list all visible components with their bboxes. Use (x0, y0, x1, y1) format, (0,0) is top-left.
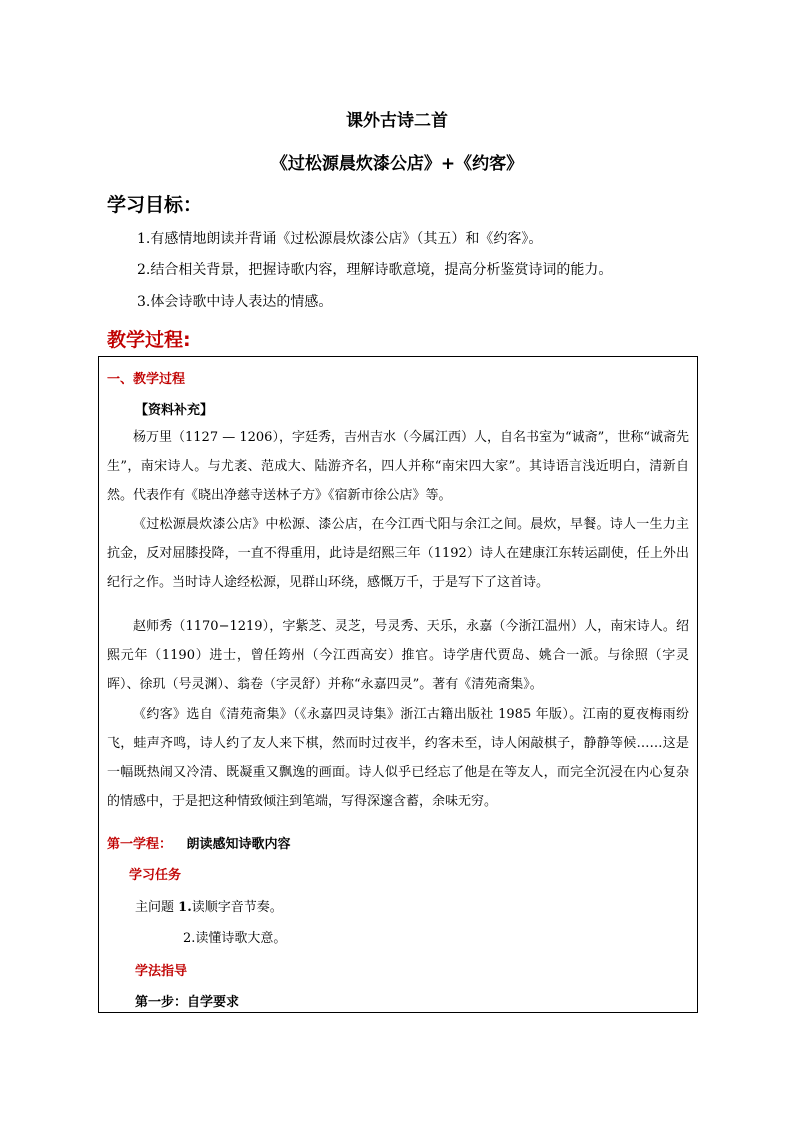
question-text: 读顺字音节奏。 (191, 900, 283, 915)
paragraph-zhao-shixiu: 赵师秀（1170−1219），字紫芝、灵芝，号灵秀、天乐，永嘉（今浙江温州）人，南宋诗人。绍熙元年（1190）进士，曾任筠州（今江西高安）推官。诗学唐代贾岛、姚合一派。与徐照（字灵晖）、徐玑（号灵渊）、翁卷（字灵舒）并称“永嘉四灵”。著有《清苑斋集》。 (107, 619, 689, 692)
material-heading: 【资料补充】 (135, 403, 214, 418)
goal-item: 2.结合相关背景，把握诗歌内容，理解诗歌意境，提高分析鉴赏诗词的能力。 (137, 262, 613, 278)
document-title: 课外古诗二首 (346, 111, 448, 131)
stage1-label: 第一学程： (107, 837, 173, 852)
section-heading: 一、教学过程 (107, 372, 186, 387)
paragraph-poem2-background: 《约客》选自《清苑斋集》（《永嘉四灵诗集》浙江古籍出版社 1985 年版）。江南的夏夜梅雨纷飞，蛙声齐鸣，诗人约了友人来下棋，然而时过夜半，约客未至，诗人闲敲棋子，静静等候……这是一幅既热闹又冷清、既凝重又飘逸的画面。诗人似乎已经忘了他是在等友人，而完全沉浸在内心复杂的情感中，于是把这种情致倾注到笔端，写得深邃含蓄，余味无穷。 (107, 707, 689, 809)
main-question-1 (135, 896, 283, 915)
stage-label (107, 833, 291, 852)
task-heading: 学习任务 (129, 868, 182, 883)
goal-item: 1.有感情地朗读并背诵《过松源晨炊漆公店》（其五）和《约客》。 (137, 231, 543, 247)
process-content-box (98, 356, 698, 1013)
paragraph-poem1-background: 《过松源晨炊漆公店》中松源、漆公店，在今江西弋阳与余江之间。晨炊，早餐。诗人一生力主抗金，反对屈膝投降，一直不得重用，此诗是绍熙三年（1192）诗人在建康江东转运副使，任上外出纪行之作。当时诗人途经松源，见群山环绕，感慨万千，于是写下了这首诗。 (107, 517, 689, 590)
method-heading: 学法指导 (135, 964, 188, 979)
goal-item: 3.体会诗歌中诗人表达的情感。 (137, 294, 333, 310)
process-heading: 教学过程: (107, 329, 191, 351)
question-label: 主问题 (135, 900, 175, 915)
paragraph-yang-wanli: 杨万里（1127 — 1206），字廷秀，吉州吉水（今属江西）人，自名书室为“诚斋”，世称“诚斋先生”，南宋诗人。与尤袤、范成大、陆游齐名，四人并称“南宋四大家”。其诗语言浅近明白，清新自然。代表作有《晓出净慈寺送林子方》《宿新市徐公店》等。 (107, 430, 689, 503)
stage1-title: 朗读感知诗歌内容 (186, 837, 291, 852)
goals-heading: 学习目标： (107, 194, 203, 216)
main-question-2: 2.读懂诗歌大意。 (183, 931, 287, 946)
step1-heading: 第一步：自学要求 (135, 995, 240, 1010)
question-number: 1. (178, 900, 192, 915)
document-subtitle: 《过松源晨炊漆公店》+《约客》 (270, 154, 524, 174)
